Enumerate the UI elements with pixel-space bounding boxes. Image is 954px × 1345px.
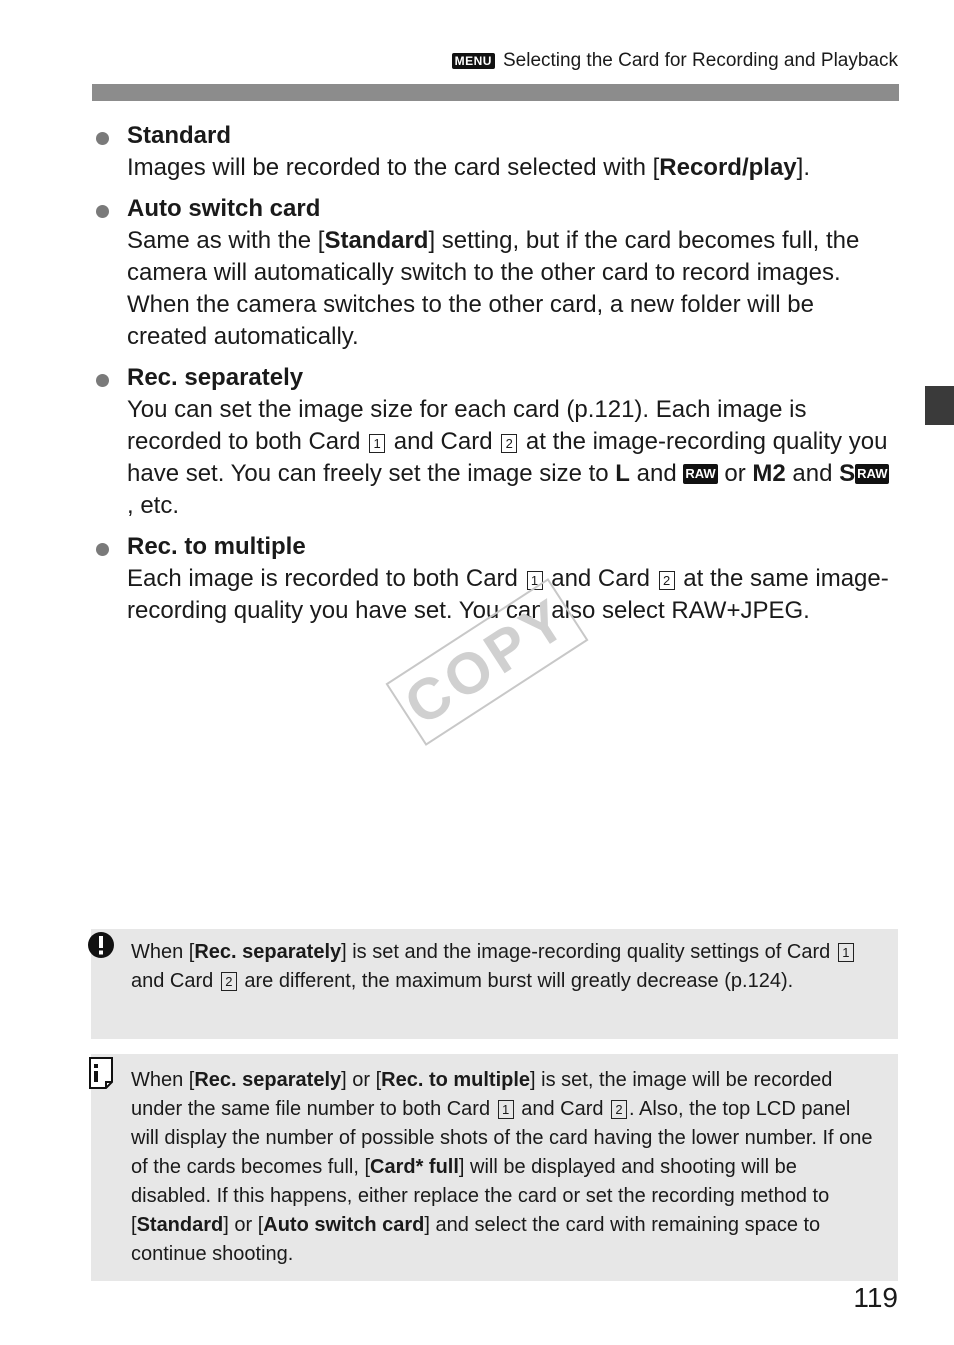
menu-icon: MENU	[452, 53, 495, 69]
card-1-icon: 1	[527, 571, 543, 590]
bullet-icon	[96, 543, 109, 556]
copy-watermark: COPY	[385, 578, 588, 746]
item-title: Rec. to multiple	[127, 533, 306, 560]
card-2-icon: 2	[611, 1100, 627, 1119]
item-title: Standard	[127, 122, 232, 149]
header-rule	[92, 84, 899, 101]
bullet-icon	[96, 132, 109, 145]
raw-icon: RAW	[855, 464, 889, 484]
memo-icon	[87, 1056, 115, 1090]
card-2-icon: 2	[501, 434, 517, 453]
item-title: Auto switch card	[127, 195, 321, 222]
header-title: Selecting the Card for Recording and Playback	[502, 50, 898, 71]
chapter-tab	[925, 386, 954, 425]
card-1-icon: 1	[838, 943, 854, 962]
option-list	[92, 120, 892, 636]
quality-small-icon: S	[839, 460, 856, 487]
quality-large-icon: L	[615, 460, 630, 487]
card-1-icon: 1	[498, 1100, 514, 1119]
raw-icon: RAW	[683, 464, 717, 484]
bullet-icon	[96, 374, 109, 387]
memo-text: When [Rec. separately] or [Rec. to multiple] is set, the image will be recorded under the same file number to both Card 1 and Card 2 . Also, the top LCD panel will display the number of possible shots of the card having the lower number. If one of the cards becomes full, [Card* full] will be displayed and shooting will be disabled. If this happens, either replace the card or set the recording method to [Standard] or [Auto switch card] and select the card with remaining space to continue shooting.	[131, 1069, 873, 1265]
page-header	[452, 50, 898, 72]
caution-note	[91, 929, 898, 1039]
bullet-icon	[96, 205, 109, 218]
page-number: 119	[853, 1282, 898, 1313]
caution-text: When [Rec. separately] is set and the image-recording quality settings of Card 1 and Card 2 are different, the maximum burst will greatly decrease (p.124).	[131, 938, 880, 996]
item-description: Each image is recorded to both Card 1 and Card 2 at the same image-recording quality you have set. You can also select RAW+JPEG.	[127, 565, 889, 624]
item-title: Rec. separately	[127, 364, 304, 391]
list-item	[92, 193, 892, 353]
memo-note	[91, 1054, 898, 1281]
item-description: Same as with the [Standard] setting, but if the card becomes full, the camera will automatically switch to the other card to record images. When the camera switches to the other card, a new folder will be created automatically.	[127, 227, 860, 350]
quality-m2-icon: M2	[752, 460, 786, 487]
item-description: Images will be recorded to the card selected with [Record/play].	[127, 154, 810, 181]
caution-icon	[87, 931, 115, 959]
list-item	[92, 362, 892, 522]
card-2-icon: 2	[221, 972, 237, 991]
list-item	[92, 120, 892, 184]
card-1-icon: 1	[369, 434, 385, 453]
list-item	[92, 531, 892, 627]
card-2-icon: 2	[659, 571, 675, 590]
item-description: You can set the image size for each card (p.121). Each image is recorded to both Card 1 and Card 2 at the image-recording quality you have set. You can freely set the image size to L and RAW or M2 and S RAW, etc.	[127, 396, 888, 519]
